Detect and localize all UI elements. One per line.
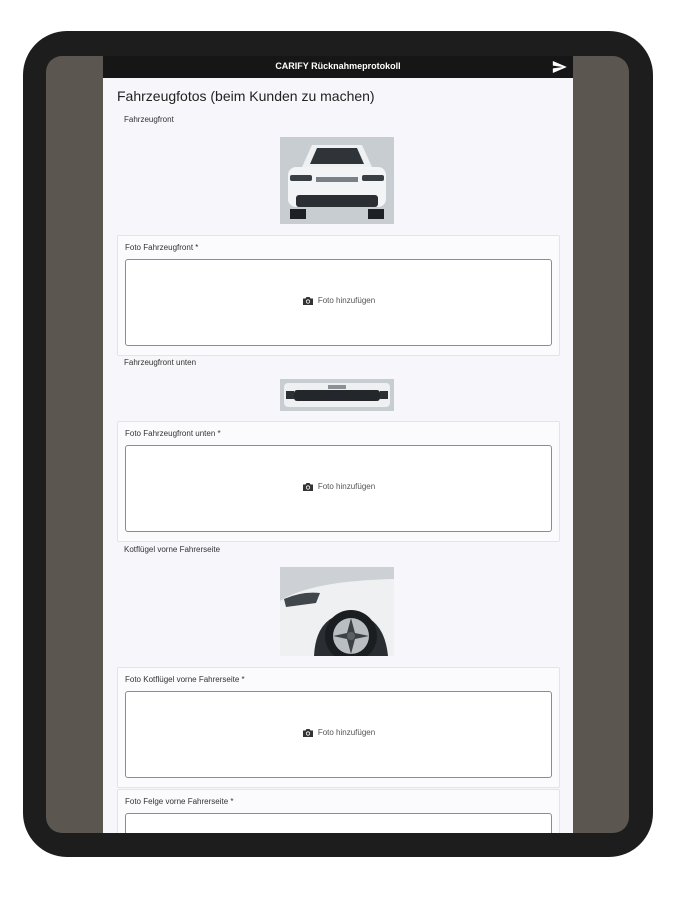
section-title: Fahrzeugfotos (beim Kunden zu machen) — [117, 88, 375, 104]
photo-upload-area-rim[interactable] — [125, 813, 552, 833]
reference-label-front-lower: Fahrzeugfront unten — [124, 358, 197, 367]
add-photo-label: Foto hinzufügen — [317, 296, 376, 306]
app-bar — [103, 56, 573, 78]
reference-image-front — [280, 137, 394, 224]
reference-image-fender — [280, 567, 394, 656]
photo-upload-area-front-lower[interactable] — [125, 445, 552, 532]
add-photo-button[interactable] — [126, 728, 551, 738]
photo-field-label: Foto Felge vorne Fahrerseite * — [125, 797, 234, 806]
add-photo-button[interactable] — [126, 482, 551, 492]
camera-icon — [302, 296, 314, 306]
reference-label-fender: Kotflügel vorne Fahrerseite — [124, 545, 221, 554]
photo-upload-area-fender[interactable] — [125, 691, 552, 778]
tablet-screen-area — [46, 56, 629, 833]
add-photo-label: Foto hinzufügen — [317, 482, 376, 492]
reference-image-front-lower — [280, 379, 394, 411]
camera-icon — [302, 482, 314, 492]
photo-card-rim — [117, 789, 560, 833]
add-photo-label: Foto hinzufügen — [317, 728, 376, 738]
photo-card-front — [117, 235, 560, 356]
app-title: CARIFY Rücknahmeprotokoll — [275, 61, 401, 71]
reference-label-front: Fahrzeugfront — [124, 115, 174, 124]
app-screen — [103, 56, 573, 833]
photo-field-label: Foto Fahrzeugfront unten * — [125, 429, 221, 438]
camera-icon — [302, 728, 314, 738]
photo-card-fender — [117, 667, 560, 788]
photo-upload-area-front[interactable] — [125, 259, 552, 346]
photo-field-label: Foto Fahrzeugfront * — [125, 243, 199, 252]
photo-card-front-lower — [117, 421, 560, 542]
add-photo-button[interactable] — [126, 296, 551, 306]
send-icon[interactable] — [551, 59, 568, 75]
photo-field-label: Foto Kotflügel vorne Fahrerseite * — [125, 675, 245, 684]
